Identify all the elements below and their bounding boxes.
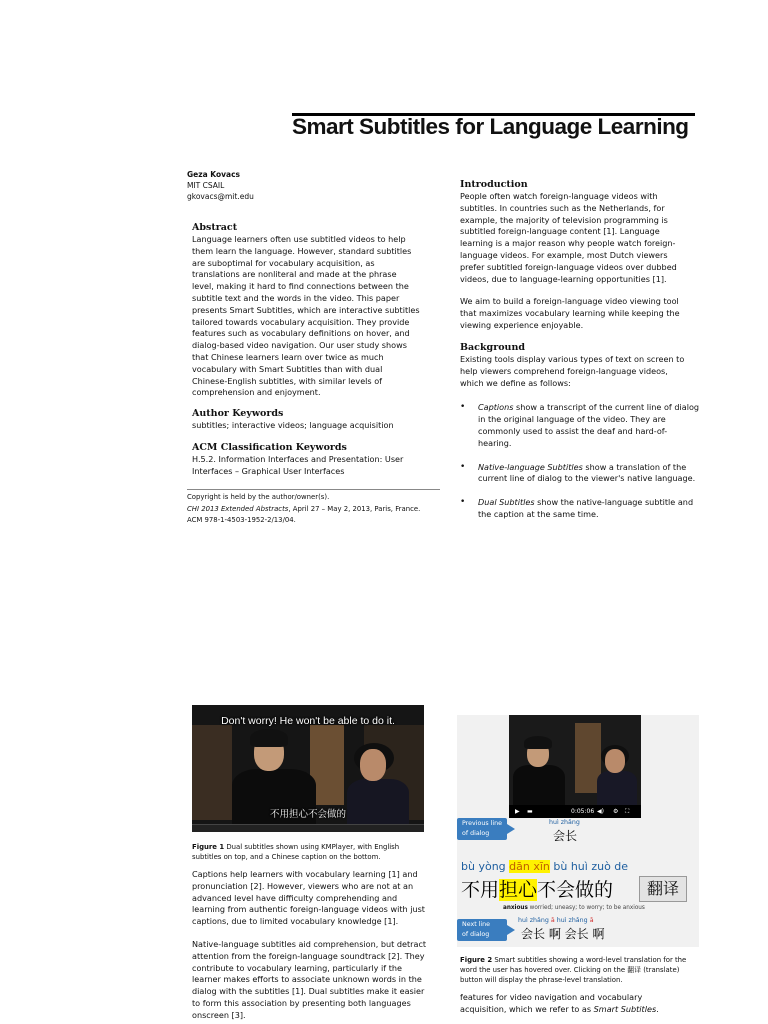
copyright-rule bbox=[187, 489, 440, 490]
intro-line: learning is a major reason why people watch foreign- bbox=[460, 238, 676, 249]
intro-line: viewing experience enjoyable. bbox=[460, 319, 584, 330]
settings-icon[interactable]: ⚙ bbox=[613, 808, 619, 815]
acm-line: H.5.2. Information Interfaces and Presentation: User bbox=[192, 454, 404, 464]
figure1-caption bbox=[192, 842, 424, 862]
background-intro bbox=[460, 354, 700, 389]
venue-line bbox=[187, 504, 447, 516]
seek-bar[interactable]: ▬ bbox=[527, 808, 533, 815]
previous-line-label: of dialog bbox=[462, 830, 490, 837]
intro-line: We aim to build a foreign-language video viewing tool bbox=[460, 296, 679, 307]
intro-line: that maximizes vocabulary learning while keeping the bbox=[460, 308, 680, 319]
next-line-label: of dialog bbox=[462, 931, 490, 938]
abstract-line: Chinese-English subtitles, with similar levels of bbox=[192, 375, 383, 386]
english-subtitle: Don't worry! He won't be able to do it. bbox=[221, 715, 395, 727]
abstract-line: that Chinese learners learn over twice as much bbox=[192, 351, 384, 362]
introduction-para1 bbox=[460, 191, 710, 285]
time-readout: 0:05:06 bbox=[571, 808, 595, 815]
pinyin-segment: bù yòng bbox=[461, 860, 510, 873]
figure2-caption-text: Smart subtitles showing a word-level translation for the word the user has hovered over. Clicking on the 翻译 (translate) button will display the phrase-level translation. bbox=[460, 956, 687, 984]
previous-pinyin: huì zhǎng bbox=[549, 819, 580, 826]
figure2-smart-subtitles bbox=[457, 715, 699, 947]
actor-figure bbox=[524, 736, 552, 749]
definition-term: Captions bbox=[478, 402, 514, 413]
figure2-label: Figure 2 bbox=[460, 956, 493, 964]
abstract-line: are suboptimal for vocabulary acquisition, as bbox=[192, 257, 375, 268]
figure2-caption bbox=[460, 955, 700, 985]
previous-line-button[interactable] bbox=[457, 818, 507, 840]
definition-word: anxious bbox=[503, 905, 528, 911]
pinyin-segment: huì zhǎng bbox=[518, 917, 549, 924]
actress-figure bbox=[597, 771, 637, 805]
hovered-word[interactable]: 担心 bbox=[499, 879, 538, 901]
author-block bbox=[187, 170, 254, 202]
body-text: acquisition, which we refer to as bbox=[460, 1003, 594, 1014]
current-hanzi-row bbox=[461, 875, 613, 902]
definition-term: Dual Subtitles bbox=[478, 497, 535, 508]
figure2-video-frame bbox=[509, 715, 641, 818]
intro-line: language videos. For example, most Dutch viewers bbox=[460, 249, 668, 260]
actor-figure bbox=[513, 765, 565, 805]
introduction-heading: Introduction bbox=[460, 179, 528, 190]
next-line-button[interactable] bbox=[457, 919, 507, 941]
body-line bbox=[460, 1004, 705, 1016]
next-pinyin bbox=[518, 917, 594, 924]
definition-text: worried; uneasy; to worry; to be anxious bbox=[527, 905, 645, 911]
hanzi-word[interactable]: 不会做的 bbox=[537, 879, 614, 901]
current-pinyin-row bbox=[461, 860, 628, 873]
translate-button[interactable]: 翻译 bbox=[639, 876, 687, 902]
abstract-line: comprehension and enjoyment. bbox=[192, 387, 321, 398]
author-keywords-section bbox=[192, 408, 442, 432]
intro-line: subtitles. In countries such as the Netherlands, for bbox=[460, 202, 665, 213]
right-body bbox=[460, 992, 705, 1016]
definition-text: show a transcript of the current line of dialog in the original language of the video. They are commonly used to assist the deaf and hard-of-hearing. bbox=[478, 402, 700, 448]
previous-line-label: Previous line bbox=[462, 820, 502, 827]
definitions-list bbox=[460, 402, 700, 520]
abstract-line: them learn the language. However, standard subtitles bbox=[192, 245, 412, 256]
background-section bbox=[460, 342, 700, 533]
abstract-line: translations are nonliteral and made at the phrase bbox=[192, 269, 397, 280]
list-item bbox=[460, 402, 700, 449]
abstract-line: level, making it hard to find connections between the bbox=[192, 281, 409, 292]
pinyin-segment: bù huì zuò de bbox=[549, 860, 629, 873]
next-hanzi: 会长 啊 会长 啊 bbox=[521, 927, 605, 941]
venue-name: CHI 2013 Extended Abstracts bbox=[187, 504, 289, 513]
pinyin-segment: ā bbox=[550, 917, 555, 924]
copyright-block bbox=[187, 492, 447, 527]
actress-figure bbox=[360, 749, 386, 781]
background-line: Existing tools display various types of text on screen to bbox=[460, 354, 685, 364]
list-item bbox=[460, 497, 700, 521]
abstract-heading: Abstract bbox=[192, 222, 238, 233]
intro-line: subtitled foreign-language content [1]. Language bbox=[460, 226, 660, 237]
author-affiliation: MIT CSAIL bbox=[187, 181, 225, 190]
isbn-line: ACM 978-1-4503-1952-2/13/04. bbox=[187, 516, 296, 524]
author-email: gkovacs@mit.edu bbox=[187, 192, 254, 201]
author-name: Geza Kovacs bbox=[187, 170, 240, 179]
paper-title: Smart Subtitles for Language Learning bbox=[292, 114, 689, 139]
list-item bbox=[460, 462, 700, 486]
intro-line: prefer subtitled foreign-language videos over dubbed bbox=[460, 261, 677, 272]
abstract-line: subtitle text and the words in the video. This paper bbox=[192, 292, 400, 303]
definition-term: Native-language Subtitles bbox=[478, 461, 583, 472]
word-definition bbox=[503, 905, 645, 911]
video-controls bbox=[509, 805, 641, 818]
figure1-video-frame bbox=[192, 705, 424, 832]
abstract-line: dialog-based video navigation. Our user study shows bbox=[192, 340, 407, 351]
background-line: help viewers comprehend foreign-language videos, bbox=[460, 365, 668, 376]
author-keywords-heading: Author Keywords bbox=[192, 408, 284, 419]
body-paragraph: Native-language subtitles aid comprehension, but detract attention from the foreign-language soundtrack [2]. They contribute to vocabulary learning, particularly if the learner makes efforts to associate unknown words in the dialog with the subtitles [1]. Dual subtitles make it easier to form this association by presenting both languages onscreen [3]. bbox=[192, 938, 427, 1020]
abstract-line: features such as vocabulary definitions on hover, and bbox=[192, 328, 410, 339]
acm-heading: ACM Classification Keywords bbox=[192, 442, 347, 453]
abstract-section bbox=[192, 222, 442, 399]
acm-line: Interfaces – Graphical User Interfaces bbox=[192, 465, 345, 476]
fullscreen-icon[interactable]: ⛶ bbox=[625, 808, 630, 815]
volume-icon[interactable]: ◀) bbox=[597, 808, 604, 815]
background-line: which we define as follows: bbox=[460, 377, 571, 388]
intro-line: videos, due to language-learning opportunities [1]. bbox=[460, 273, 667, 284]
abstract-line: presents Smart Subtitles, which are interactive subtitles bbox=[192, 304, 420, 315]
body-text: . bbox=[656, 1003, 659, 1014]
figure1-caption-text: Dual subtitles shown using KMPlayer, with English subtitles on top, and a Chinese caption on the bottom. bbox=[192, 843, 400, 861]
figure1-label: Figure 1 bbox=[192, 843, 225, 851]
smart-subtitles-term: Smart Subtitles bbox=[593, 1003, 657, 1014]
actor-figure bbox=[250, 729, 288, 747]
acm-body bbox=[192, 454, 442, 478]
intro-line: People often watch foreign-language videos with bbox=[460, 191, 658, 201]
abstract-body bbox=[192, 234, 442, 399]
author-keywords-text: subtitles; interactive videos; language acquisition bbox=[192, 420, 394, 430]
player-control-bar[interactable] bbox=[192, 824, 424, 832]
actress-figure bbox=[605, 749, 625, 773]
abstract-line: vocabulary with Smart Subtitles than with dual bbox=[192, 363, 383, 374]
copyright-line: Copyright is held by the author/owner(s). bbox=[187, 493, 330, 501]
introduction-section bbox=[460, 179, 710, 332]
body-paragraph: Captions help learners with vocabulary learning [1] and pronunciation [2]. However, viewers who are not at an advanced level have difficulty comprehending and learning from authentic foreign-language videos with just captions, due to limited vocabulary knowledge [1]. bbox=[192, 869, 425, 927]
previous-hanzi: 会长 bbox=[553, 829, 578, 843]
pinyin-segment: huì zhǎng bbox=[556, 917, 588, 924]
chinese-caption: 不用担心不会做的 bbox=[269, 809, 346, 820]
abstract-line: tailored towards vocabulary acquisition. They provide bbox=[192, 316, 410, 327]
abstract-line: Language learners often use subtitled videos to help bbox=[192, 234, 406, 244]
definition-text: show the native-language subtitle and the caption at the same time. bbox=[478, 497, 694, 519]
highlighted-pinyin[interactable]: dān xīn bbox=[509, 860, 550, 873]
introduction-para2 bbox=[460, 296, 710, 331]
intro-line: example, the majority of television programming is bbox=[460, 214, 668, 225]
acm-section bbox=[192, 442, 442, 478]
body-line: features for video navigation and vocabulary bbox=[460, 992, 643, 1002]
definition-text: show a translation of the current line of dialog to the viewer's native language. bbox=[478, 461, 696, 484]
pinyin-segment: ā bbox=[589, 917, 594, 924]
next-line-label: Next line bbox=[462, 921, 491, 928]
hanzi-word[interactable]: 不用 bbox=[461, 879, 500, 901]
background-heading: Background bbox=[460, 342, 525, 353]
left-body bbox=[192, 869, 428, 1022]
play-icon[interactable]: ▶ bbox=[515, 808, 520, 815]
venue-details: , April 27 – May 2, 2013, Paris, France. bbox=[288, 504, 421, 513]
